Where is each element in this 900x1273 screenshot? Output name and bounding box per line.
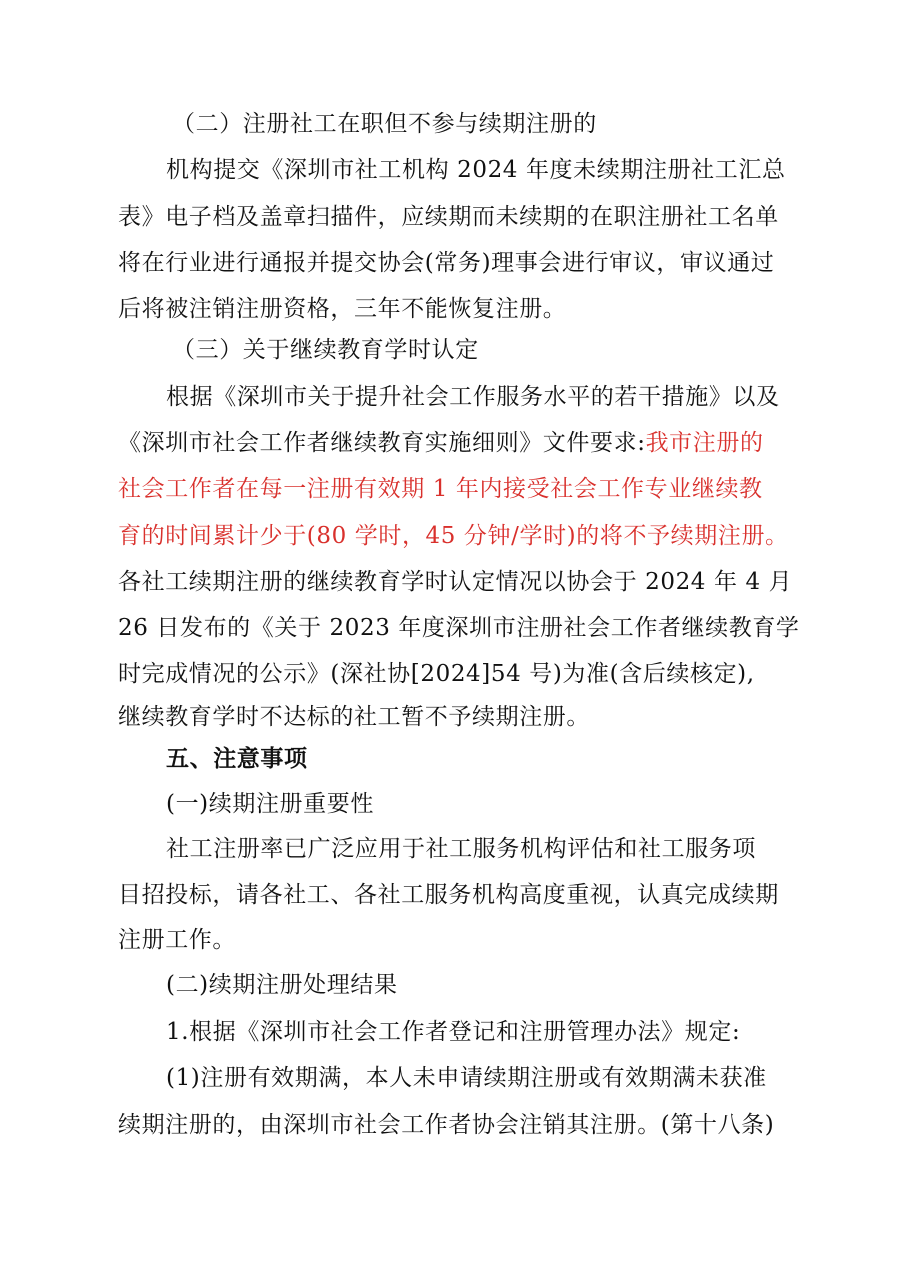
line-text: （二）注册社工在职但不参与续期注册的 [172, 111, 597, 137]
highlighted-text: 我市注册的 [645, 430, 764, 456]
paragraph-line [118, 697, 788, 737]
line-text: (1)注册有效期满，本人未申请续期注册或有效期满未获准 [166, 1065, 767, 1091]
section-heading-notes [166, 739, 788, 779]
paragraph-line [118, 875, 788, 915]
paragraph-line [118, 197, 788, 237]
highlighted-paragraph-line [118, 516, 788, 556]
paragraph-line [166, 1012, 788, 1052]
highlighted-text: 社会工作者在每一注册有效期 1 年内接受社会工作专业继续教 [118, 476, 763, 502]
line-text: 1.根据《深圳市社会工作者登记和注册管理办法》规定: [166, 1019, 741, 1045]
line-text: 各社工续期注册的继续教育学时认定情况以协会于 2024 年 4 月 [118, 569, 793, 595]
line-text: (一)续期注册重要性 [166, 791, 374, 817]
line-text: 注册工作。 [118, 927, 236, 953]
line-text: (二)续期注册处理结果 [166, 972, 398, 998]
paragraph-line [118, 423, 788, 463]
paragraph-line [166, 377, 788, 417]
paragraph-line [118, 562, 793, 602]
paragraph-line [118, 243, 788, 283]
line-text: 续期注册的，由深圳市社会工作者协会注销其注册。(第十八条) [118, 1112, 775, 1138]
line-text: 将在行业进行通报并提交协会(常务)理事会进行审议，审议通过 [118, 250, 775, 276]
highlighted-text: 育的时间累计少于(80 学时，45 分钟/学时)的将不予续期注册。 [118, 523, 789, 549]
line-text: 根据《深圳市关于提升社会工作服务水平的若干措施》以及 [166, 384, 780, 410]
line-text: 后将被注销注册资格，三年不能恢复注册。 [118, 296, 567, 322]
line-text: 时完成情况的公示》(深社协[2024]54 号)为准(含后续核定), [118, 661, 755, 687]
paragraph-line [118, 654, 788, 694]
subheading-results [166, 965, 788, 1005]
line-text: 社工注册率已广泛应用于社工服务机构评估和社工服务项 [166, 836, 756, 862]
line-text: 五、注意事项 [166, 746, 308, 772]
paragraph-line [118, 289, 788, 329]
line-text: 《深圳市社会工作者继续教育实施细则》文件要求: [118, 430, 646, 456]
line-text: 机构提交《深圳市社工机构 2024 年度未续期注册社工汇总 [166, 157, 786, 183]
paragraph-line [166, 150, 788, 190]
paragraph-line [118, 608, 800, 648]
line-text: 表》电子档及盖章扫描件，应续期而未续期的在职注册社工名单 [118, 204, 779, 230]
line-text: （三）关于继续教育学时认定 [172, 337, 479, 363]
paragraph-line [166, 829, 788, 869]
paragraph-line [118, 1105, 788, 1145]
highlighted-paragraph-line [118, 469, 788, 509]
paragraph-line [118, 920, 788, 960]
subheading-importance [166, 784, 788, 824]
line-text: 目招投标，请各社工、各社工服务机构高度重视，认真完成续期 [118, 882, 779, 908]
line-text: 26 日发布的《关于 2023 年度深圳市注册社会工作者继续教育学 [118, 615, 800, 641]
subheading-education-hours [172, 330, 788, 370]
paragraph-line [166, 1058, 788, 1098]
subheading-in-service-not-renewing [172, 104, 788, 144]
line-text: 继续教育学时不达标的社工暂不予续期注册。 [118, 704, 590, 730]
